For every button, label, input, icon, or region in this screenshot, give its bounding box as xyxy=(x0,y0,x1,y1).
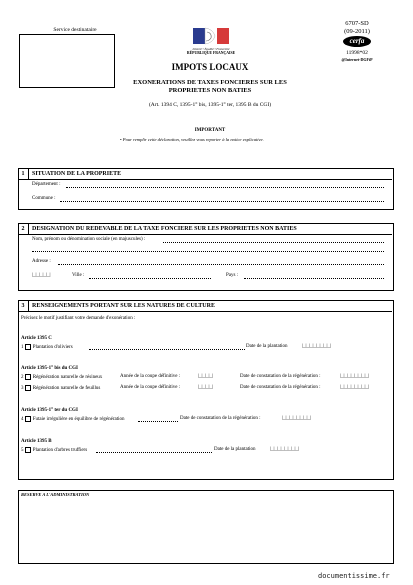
item-5-dots xyxy=(96,452,212,453)
subtitle-line1: EXONERATIONS DE TAXES FONCIERES SUR LES xyxy=(133,79,287,86)
admin-box xyxy=(18,490,394,564)
subtitle-articles: (Art. 1394 C, 1395-1° bis, 1395-1° ter, 1395 B du CGI) xyxy=(148,102,272,108)
address-field[interactable] xyxy=(58,264,384,265)
cerfa-logo-text: cerfa xyxy=(349,37,365,45)
item-5-date-label: Date de la plantation xyxy=(214,447,256,452)
important-text: • Pour remplir cette déclaration, veuillez vous reporter à la notice explicative. xyxy=(120,137,264,142)
name-field-line2[interactable] xyxy=(32,251,384,252)
section-1-title: SITUATION DE LA PROPRIETE xyxy=(32,171,122,177)
item-5-number: 5 xyxy=(21,448,24,454)
important-text-content: Pour remplir cette déclaration, veuillez vous reporter à la notice explicative. xyxy=(122,137,264,142)
republic-text: RÉPUBLIQUE FRANÇAISE xyxy=(186,51,236,55)
article-1395-1bis-heading: Article 1395-1° bis du CGI xyxy=(21,366,78,371)
item-4-row xyxy=(21,416,125,423)
item-5-date-field[interactable]: |_|_|_|_|_|_|_|_| xyxy=(270,447,300,452)
name-field[interactable] xyxy=(163,242,384,243)
commune-label: Commune : xyxy=(32,196,56,201)
address-label: Adresse : xyxy=(32,259,51,264)
item-5-row xyxy=(21,447,87,454)
postcode-field[interactable]: |_|_|_|_|_| xyxy=(32,273,51,278)
item-3-date-field[interactable]: |_|_|_|_|_|_|_|_| xyxy=(340,385,370,390)
admin-label: RESERVE A L'ADMINISTRATION xyxy=(21,492,90,497)
article-1395b-heading: Article 1395 B xyxy=(21,439,52,444)
pays-field[interactable] xyxy=(244,278,384,279)
item-4-date-label: Date de constatation de la régénération : xyxy=(180,416,261,421)
section-2-header xyxy=(18,223,392,235)
item-1-checkbox[interactable] xyxy=(25,344,31,350)
item-1-number: 1 xyxy=(21,345,24,351)
item-1-date-label: Date de la plantation xyxy=(246,344,288,349)
item-3-row xyxy=(21,385,100,392)
pays-label: Pays : xyxy=(226,273,239,278)
watermark: documentissime.fr xyxy=(318,572,390,580)
item-2-number: 2 xyxy=(21,375,24,381)
item-3-label: Régénération naturelle de feuillus xyxy=(32,386,101,392)
cerfa-number: 11998*02 xyxy=(346,50,368,56)
item-5-label: Plantation d'arbres truffiers xyxy=(32,448,88,454)
item-3-number: 3 xyxy=(21,386,24,392)
section-3-title: RENSEIGNEMENTS PORTANT SUR LES NATURES DE CULTURE xyxy=(32,303,215,309)
item-4-dots xyxy=(138,421,178,422)
item-3-cut-label: Année de la coupe définitive : xyxy=(120,385,181,390)
section-3-header xyxy=(18,300,392,312)
item-2-year-field[interactable]: |_|_|_|_| xyxy=(198,374,214,379)
item-2-date-field[interactable]: |_|_|_|_|_|_|_|_| xyxy=(340,374,370,379)
item-2-regen-label: Date de constatation de la régénération : xyxy=(240,374,321,379)
marianne-logo xyxy=(193,26,229,46)
section-1-header xyxy=(18,168,392,180)
item-3-checkbox[interactable] xyxy=(25,385,31,391)
departement-field[interactable] xyxy=(66,187,384,188)
form-number: 6707-SD xyxy=(345,20,369,27)
page-title: IMPOTS LOCAUX xyxy=(171,62,249,72)
item-2-checkbox[interactable] xyxy=(25,374,31,380)
item-3-year-field[interactable]: |_|_|_|_| xyxy=(198,385,214,390)
item-2-row xyxy=(21,374,102,381)
internet-note: @Internet-DGFiP xyxy=(341,57,373,62)
section-2-title: DESIGNATION DU REDEVABLE DE LA TAXE FONCIERE SUR LES PROPRIETES NON BATIES xyxy=(32,226,297,232)
item-2-cut-label: Année de la coupe définitive : xyxy=(120,374,181,379)
name-label: Nom, prénom ou dénomination sociale (en majuscules) : xyxy=(32,237,146,242)
form-date: (09-2011) xyxy=(344,28,370,35)
section-1-number: 1 xyxy=(18,169,29,179)
article-1395c-heading: Article 1395 C xyxy=(21,336,52,341)
section-3-intro: Précisez le motif justifiant votre demande d'exonération : xyxy=(21,316,136,321)
item-4-checkbox[interactable] xyxy=(25,416,31,422)
item-5-checkbox[interactable] xyxy=(25,447,31,453)
cerfa-logo xyxy=(343,36,371,47)
ville-field[interactable] xyxy=(89,278,211,279)
item-2-label: Régénération naturelle de résineux xyxy=(32,375,103,381)
ville-label: Ville : xyxy=(72,273,85,278)
article-1395-1ter-heading: Article 1395-1° ter du CGI xyxy=(21,408,78,413)
service-label: Service destinataire xyxy=(53,27,97,33)
departement-label: Département : xyxy=(32,182,61,187)
subtitle-line2: PROPRIETES NON BATIES xyxy=(168,87,252,94)
section-3-number: 3 xyxy=(18,301,29,311)
section-2-number: 2 xyxy=(18,224,29,234)
item-3-regen-label: Date de constatation de la régénération : xyxy=(240,385,321,390)
item-4-number: 4 xyxy=(21,417,24,423)
item-1-row xyxy=(21,344,73,351)
commune-field[interactable] xyxy=(60,201,384,202)
item-4-label: Futaie irrégulière en équilibre de régénération xyxy=(32,417,125,423)
important-label: IMPORTANT xyxy=(194,128,226,133)
item-1-dots xyxy=(89,349,245,350)
republic-motto: Liberté • Égalité • Fraternité xyxy=(192,47,230,51)
item-1-date-field[interactable]: |_|_|_|_|_|_|_|_| xyxy=(302,344,332,349)
item-4-date-field[interactable]: |_|_|_|_|_|_|_|_| xyxy=(282,416,312,421)
item-1-label: Plantation d'oliviers xyxy=(32,345,73,351)
